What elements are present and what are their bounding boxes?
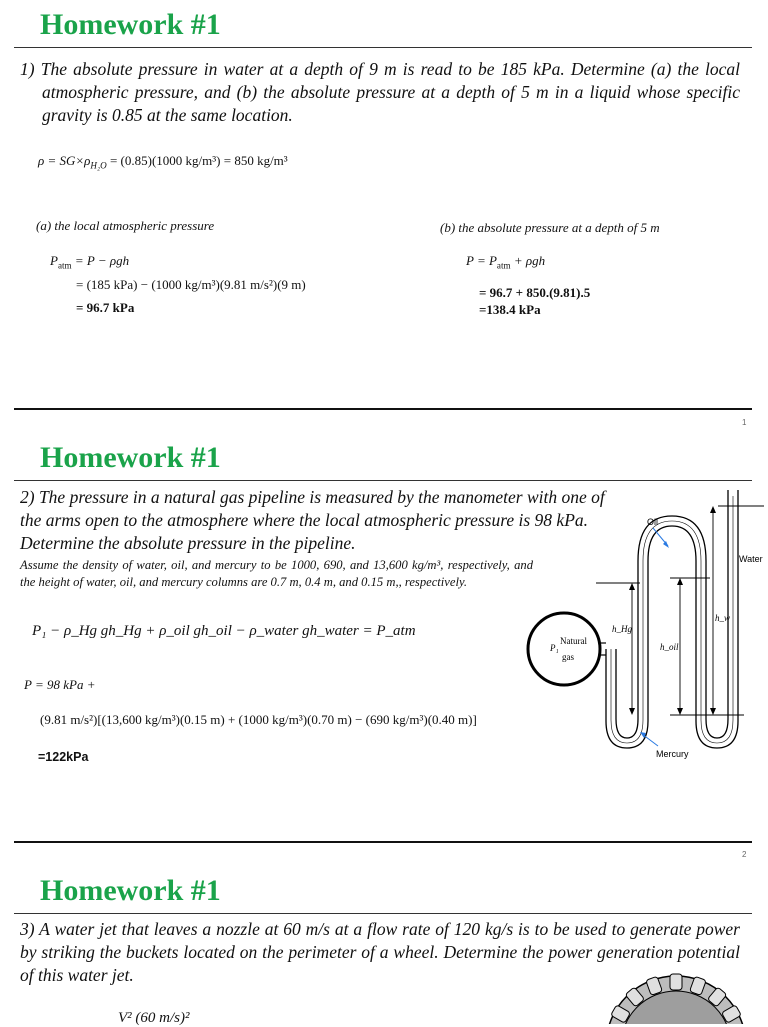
density-rhs: = (0.85)(1000 kg/m³) = 850 kg/m³ [109, 153, 288, 168]
manometer-diagram [520, 486, 768, 776]
slide1-problem [20, 58, 740, 127]
eq-b1-lhs: P = P [466, 253, 497, 268]
slide2-title-rule [14, 480, 752, 481]
oil-label: Oil [647, 517, 658, 527]
slide1-title: Homework #1 [40, 8, 221, 41]
slide1-label-b: (b) the absolute pressure at a depth of 5 m [440, 220, 660, 235]
slide1-page-number: 1 [742, 418, 747, 427]
slide2-eq-long: (9.81 m/s²)[(13,600 kg/m³)(0.15 m) + (1000 kg/m³)(0.70 m) − (690 kg/m³)(0.40 m)] [40, 712, 477, 727]
slide1-eq-a1 [50, 253, 129, 271]
density-lhs: ρ = SG×ρ [38, 153, 91, 168]
slide3-title: Homework #1 [40, 874, 221, 907]
slide1-eq-a3: = 96.7 kPa [76, 300, 135, 315]
slide2-problem: 2) The pressure in a natural gas pipeline is measured by the manometer with one of the arms open to the atmosphere where the local atmospheric pressure is 98 kPa. Determine the absolute pressure in the pipeline. [20, 487, 605, 553]
slide2-bottom-rule [14, 841, 752, 843]
slide1-eq-b1 [466, 253, 545, 271]
partial-eq-text: V² (60 m/s)² [118, 1010, 190, 1026]
slide1-bottom-rule [14, 408, 752, 410]
eq-b1-sub: atm [496, 260, 511, 271]
slide2-eq-result: =122kPa [38, 750, 89, 764]
eq-a1-rhs: = P − ρgh [71, 253, 130, 268]
slide1-eq-b3: =138.4 kPa [479, 302, 541, 317]
water-label: Water [739, 554, 763, 564]
wheel-illustration [596, 966, 756, 1024]
slide1-problem-text: 1) The absolute pressure in water at a depth of 9 m is read to be 185 kPa. Determine (a) the local atmospheric pressure, and (b) the absolute pressure at a depth of 5 m in a liquid whose specific gravity is 0.85 at the same location. [20, 59, 740, 125]
slide2-assume: Assume the density of water, oil, and mercury to be 1000, 690, and 13,600 kg/m³, respectively, and the height of water, oil, and mercury columns are 0.7 m, 0.4 m, and 0.15 m,, respectively. [20, 558, 533, 589]
slide2-page-number: 2 [742, 850, 747, 859]
mercury-label: Mercury [656, 749, 689, 759]
p1-label: P₁ [550, 643, 559, 653]
eq-p-text: P = 98 kPa + [24, 677, 96, 692]
density-sub: H₂O [90, 160, 107, 171]
h-hg-label: h_Hg [612, 624, 632, 634]
slide1-title-rule [14, 47, 752, 48]
slide2-main-eq [32, 623, 416, 640]
h-oil-label: h_oil [660, 642, 679, 652]
eq-b1-rhs: + ρgh [510, 253, 546, 268]
slide1-eq-b2: = 96.7 + 850.(9.81).5 [479, 285, 591, 300]
gas-label-2: gas [562, 652, 574, 662]
slide3-title-rule [14, 913, 752, 914]
slide1-eq-a2: = (185 kPa) − (1000 kg/m³)(9.81 m/s²)(9 m) [76, 277, 306, 292]
slide1-density-eq [38, 153, 288, 171]
h-w-label: h_w [715, 613, 731, 623]
slide1-label-a: (a) the local atmospheric pressure [36, 218, 215, 233]
gas-label-1: Natural [560, 636, 587, 646]
eq-a1-p: P [50, 253, 58, 268]
slide2-eq-p [24, 677, 95, 693]
slide3-partial-eq [118, 1010, 189, 1027]
slide3-problem: 3) A water jet that leaves a nozzle at 60 m/s at a flow rate of 120 kg/s is to be used to generate power by striking the buckets located on the perimeter of a wheel. Determine the power generation potential of this water jet. [20, 919, 740, 985]
tube-inner [616, 490, 731, 738]
main-eq-text: P₁ − ρ_Hg gh_Hg + ρ_oil gh_oil − ρ_water gh_water = P_atm [32, 623, 416, 639]
gas-vessel [528, 613, 600, 685]
slide2-title: Homework #1 [40, 441, 221, 474]
eq-a1-sub: atm [57, 260, 72, 271]
